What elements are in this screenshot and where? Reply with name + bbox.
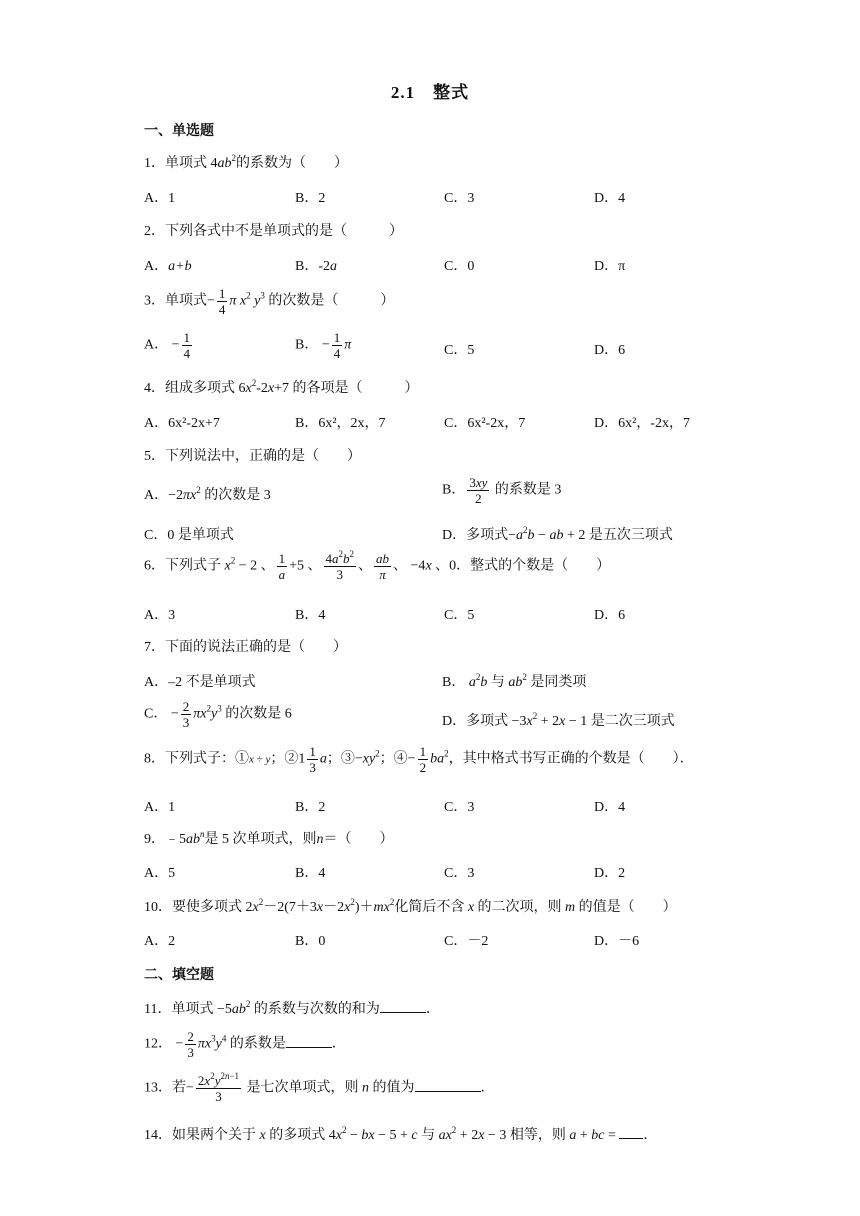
option-a[interactable]: A．a+b [144, 259, 192, 274]
option-c[interactable]: C．－2 [444, 934, 489, 949]
question-14: 14．如果两个关于 x 的多项式 $4x^2$ − bx − 5 + c 与 $ax^2 + 2x - 3$ 相等，则 a + bc = ． [144, 1125, 658, 1143]
answer-blank[interactable] [415, 1079, 481, 1092]
question-3: 3．单项式− $\frac{1}{4}$ π $x^2$ $y^3$ 的次数是（ ） [144, 286, 395, 317]
option-a[interactable]: A．$-2\pi x^2$ 的次数是 3 [144, 485, 271, 503]
option-d[interactable]: D．6 [594, 343, 626, 358]
option-d[interactable]: D．多项式 $-3x^2 + 2x - 1$ 是二次三项式 [442, 711, 675, 729]
question-8: 8．下列式子：①x ÷ y；②1 $\frac{1}{3}$ a；$③-xy^2$；④− $\frac{1}{2}$ $ba^2$，其中格式书写正确的个数是（ ）． [144, 744, 694, 775]
question-4: 4．组成多项式 $6x^2-2x+7$ 的各项是（ ） [144, 378, 419, 396]
option-d[interactable]: D．－6 [594, 934, 640, 949]
section-single-choice: 一、单选题 [144, 124, 214, 139]
option-c[interactable]: C．3 [444, 800, 475, 815]
option-b[interactable]: B．6x²，2x，7 [295, 416, 386, 431]
option-a[interactable]: A．2 [144, 934, 176, 949]
question-10: 10．要使多项式 $2x^2-2(7+3x-2x^2)+mx^2$化简后不含 x 的二次项，则 m 的值是（ ） [144, 897, 677, 915]
question-2: 2．下列各式中不是单项式的是（ ） [144, 224, 403, 239]
option-b[interactable]: B．4 [295, 866, 326, 881]
option-d[interactable]: D．多项式$-a^2b$ − ab + 2 是五次三项式 [442, 525, 673, 543]
option-c[interactable]: C． − $\frac{2}{3}$ $\pi x^2y^3$ 的次数是 6 [144, 699, 292, 730]
option-d[interactable]: D．6x²，-2x，7 [594, 416, 690, 431]
option-c[interactable]: C．5 [444, 608, 475, 623]
question-1: 1．单项式 $4ab^2$的系数为（ ） [144, 153, 348, 171]
option-a[interactable]: A．3 [144, 608, 176, 623]
option-b[interactable]: B．0 [295, 934, 326, 949]
option-c[interactable]: C．3 [444, 191, 475, 206]
question-5: 5．下列说法中，正确的是（ ） [144, 449, 361, 464]
option-d[interactable]: D．4 [594, 800, 626, 815]
option-b[interactable]: B．2 [295, 191, 326, 206]
answer-blank[interactable] [619, 1126, 643, 1139]
option-c[interactable]: C．0 是单项式 [144, 528, 234, 543]
question-7-options-cd [144, 700, 744, 740]
option-a[interactable]: A．1 [144, 800, 176, 815]
option-b[interactable]: B．-2a [295, 259, 337, 274]
option-b[interactable]: B． $\frac{3xy}{2}$ 的系数是 3 [442, 475, 562, 506]
question-11: 11．单项式 $-5ab^2$ 的系数与次数的和为 ． [144, 999, 440, 1017]
answer-blank[interactable] [286, 1035, 332, 1048]
option-c[interactable]: C．6x²-2x，7 [444, 416, 526, 431]
option-a[interactable]: A．–2 不是单项式 [144, 675, 256, 690]
question-6: 6．下列式子 $x^2 - 2$ 、 $\frac{1}{a}$ +5 、 $\frac{4a^2b^2}{3}$ 、 $\frac{ab}{\pi}$ 、 −4x 、0．整式的个数是（ ） [144, 549, 611, 582]
option-d[interactable]: D．π [594, 259, 626, 274]
question-9: 9．$﹣5ab^n$是 5 次单项式，则n＝（ ） [144, 829, 394, 847]
question-13: 13．若− $\frac{2x^2y^{2n-1}}{3}$ 是七次单项式，则 n 的值为 ． [144, 1071, 495, 1104]
option-c[interactable]: C．5 [444, 343, 475, 358]
option-a[interactable]: A． − $\frac{1}{4}$ [144, 330, 191, 361]
option-d[interactable]: D．2 [594, 866, 626, 881]
option-b[interactable]: B． − $\frac{1}{4}$ π [295, 330, 352, 361]
option-b[interactable]: B．4 [295, 608, 326, 623]
option-a[interactable]: A．1 [144, 191, 176, 206]
question-12: 12． − $\frac{2}{3}$ $\pi x^3y^4$ 的系数是 ． [144, 1029, 346, 1060]
option-d[interactable]: D．6 [594, 608, 626, 623]
option-c[interactable]: C．0 [444, 259, 475, 274]
option-b[interactable]: B．2 [295, 800, 326, 815]
option-a[interactable]: A．5 [144, 866, 176, 881]
option-d[interactable]: D．4 [594, 191, 626, 206]
question-5-options-ab [144, 476, 744, 518]
question-7: 7．下面的说法正确的是（ ） [144, 640, 347, 655]
option-c[interactable]: C．3 [444, 866, 475, 881]
option-a[interactable]: A．6x²-2x+7 [144, 416, 220, 431]
option-b[interactable]: B． $a^2b$ 与 $ab^2$ 是同类项 [442, 672, 587, 690]
section-fill-blank: 二、填空题 [144, 968, 214, 983]
answer-blank[interactable] [380, 1000, 426, 1013]
page-title: 2.1 整式 [390, 83, 470, 102]
